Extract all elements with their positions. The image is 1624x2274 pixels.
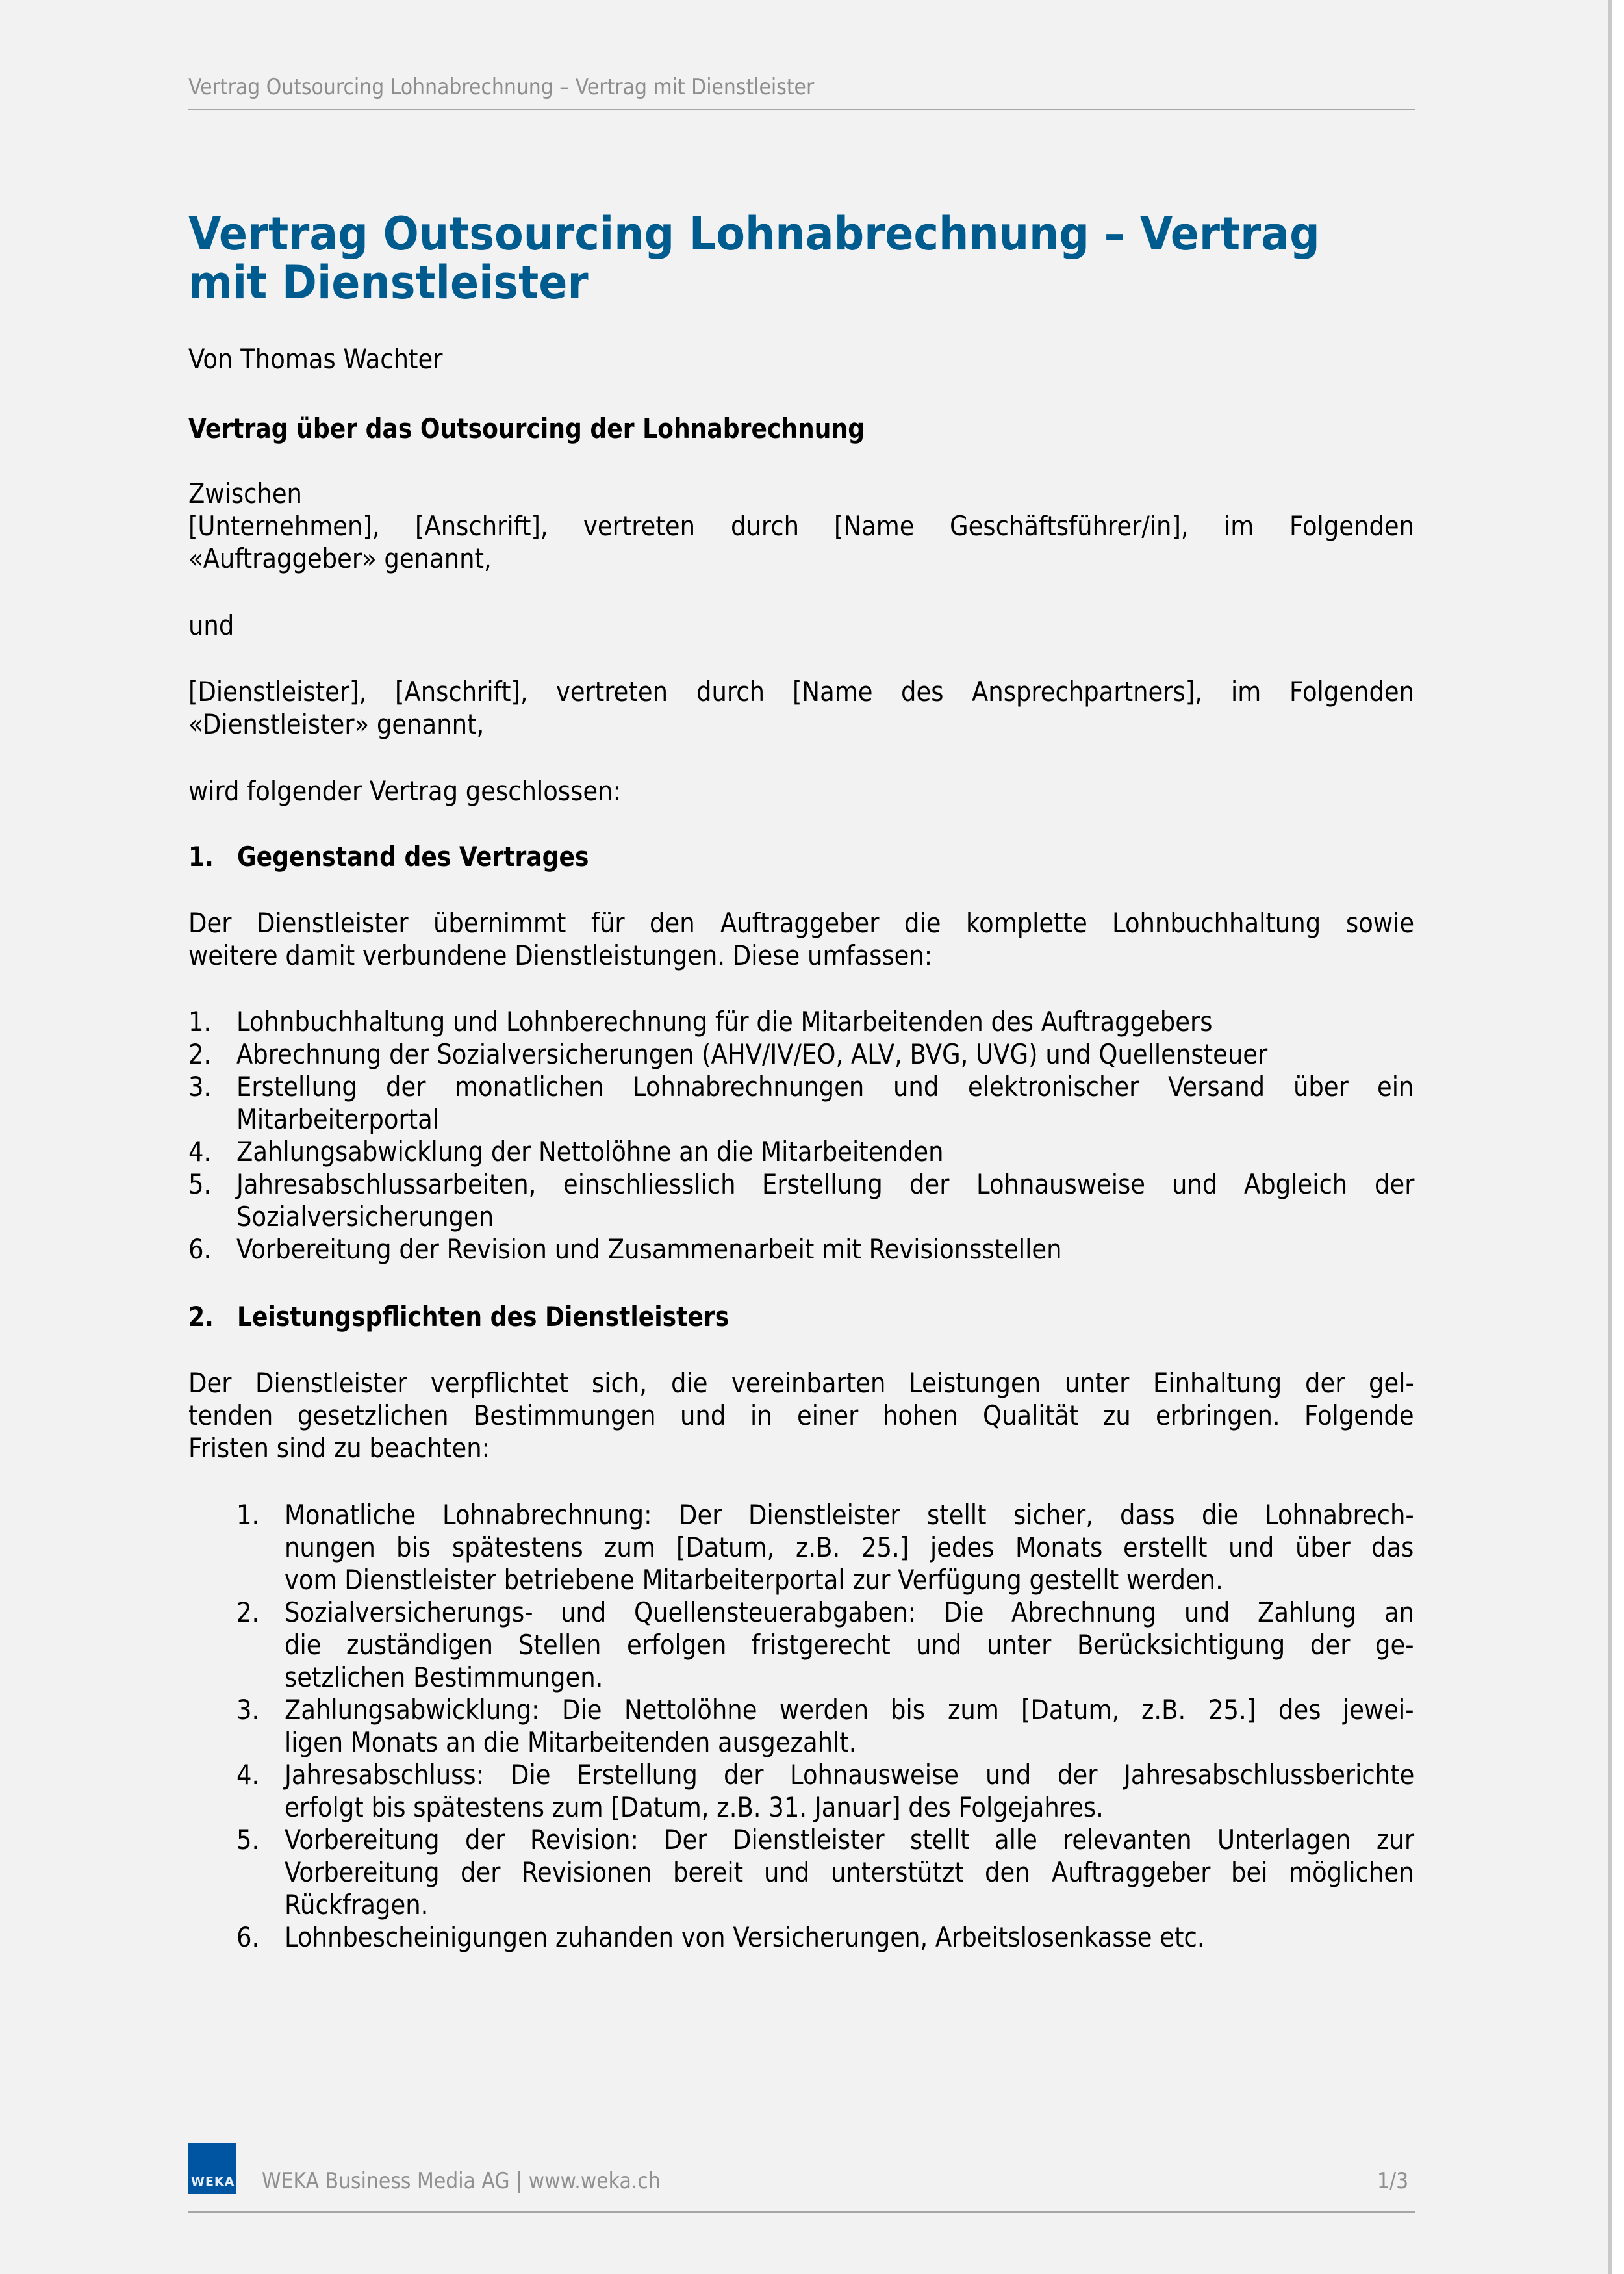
section-2-item-text bbox=[285, 1759, 1414, 1791]
word: der bbox=[461, 1856, 501, 1888]
word: die bbox=[1201, 1499, 1239, 1531]
section-1-item-3-line-1 bbox=[188, 1071, 1414, 1103]
section-1-item-4-line-1 bbox=[188, 1136, 1414, 1168]
page-edge-shadow bbox=[1608, 0, 1612, 2274]
word: Die bbox=[944, 1596, 984, 1628]
party2-line-1 bbox=[188, 676, 1414, 708]
section-2-item-number: 2. bbox=[236, 1596, 260, 1628]
word: z.B. bbox=[796, 1531, 841, 1563]
section-2-item-number: 1. bbox=[236, 1499, 260, 1531]
parties-and bbox=[188, 609, 1414, 642]
word: vertreten bbox=[583, 510, 696, 542]
line-text: Vorbereitung der Revision und Zusammenarbeit mit Revisionsstellen bbox=[236, 1233, 1062, 1265]
word: Der bbox=[678, 1499, 722, 1531]
word: und bbox=[1184, 1596, 1230, 1628]
line-text: Sozialversicherungen bbox=[236, 1201, 494, 1233]
word: im bbox=[1224, 510, 1254, 542]
word: Geschäftsführer/in], bbox=[950, 510, 1189, 542]
word: elektronischer bbox=[967, 1071, 1139, 1103]
word: und bbox=[764, 1856, 810, 1888]
section-2-item-4-line-1 bbox=[188, 1759, 1414, 1791]
author-line bbox=[188, 343, 1414, 376]
word: das bbox=[1371, 1531, 1414, 1563]
word: sicher, bbox=[1013, 1499, 1093, 1531]
word: möglichen bbox=[1289, 1856, 1414, 1888]
word: unter bbox=[987, 1629, 1052, 1661]
document-title-text-2: mit Dienstleister bbox=[188, 256, 589, 309]
footer-publisher-text: WEKA Business Media AG | www.weka.ch bbox=[262, 2168, 661, 2194]
section-1-item-text bbox=[236, 1136, 1040, 1168]
section-2-item-text bbox=[285, 1661, 646, 1694]
parties-closing-text: wird folgender Vertrag geschlossen: bbox=[188, 775, 622, 807]
word: Stellen bbox=[518, 1629, 602, 1661]
word: unter bbox=[1065, 1367, 1130, 1399]
contract-subtitle bbox=[188, 413, 1414, 445]
section-2-intro-line-3-text: Fristen sind zu beachten: bbox=[188, 1432, 490, 1464]
word: und bbox=[561, 1596, 607, 1628]
word: [Anschrift], bbox=[415, 510, 548, 542]
word: Ansprechpartners], bbox=[972, 676, 1203, 708]
footer-rule bbox=[188, 2211, 1415, 2213]
word: [Unternehmen], bbox=[188, 510, 380, 542]
section-1-item-number: 6. bbox=[188, 1233, 212, 1265]
section-2-item-text bbox=[285, 1499, 1414, 1531]
word: den bbox=[650, 907, 695, 939]
word: Folgenden bbox=[1289, 676, 1414, 708]
section-2-item-text bbox=[285, 1629, 1414, 1661]
word: für bbox=[591, 907, 625, 939]
word: erstellt bbox=[1123, 1531, 1208, 1563]
section-2-item-text bbox=[285, 1564, 1351, 1596]
word: Berücksichtigung bbox=[1076, 1629, 1285, 1661]
section-1-item-text bbox=[236, 1201, 529, 1233]
section-1-item-text bbox=[236, 1103, 467, 1136]
word: Lohnausweise bbox=[790, 1759, 959, 1791]
section-2-item-text bbox=[285, 1726, 935, 1759]
word: der bbox=[724, 1759, 764, 1791]
section-1-item-number: 3. bbox=[188, 1071, 212, 1103]
section-1-intro-line-1 bbox=[188, 907, 1414, 939]
parties-and-text: und bbox=[188, 609, 235, 641]
word: Der bbox=[664, 1824, 707, 1856]
page-number bbox=[1377, 2167, 1413, 2195]
word: bis bbox=[891, 1694, 926, 1726]
word: Einhaltung bbox=[1152, 1367, 1282, 1399]
word: unterstützt bbox=[831, 1856, 965, 1888]
word: die bbox=[670, 1367, 708, 1399]
word: Lohnabrechnung: bbox=[442, 1499, 652, 1531]
section-1-item-text bbox=[236, 1006, 1345, 1038]
section-2-item-text bbox=[285, 1824, 1414, 1856]
running-header bbox=[188, 73, 900, 101]
word: den bbox=[985, 1856, 1031, 1888]
word: und bbox=[1171, 1168, 1218, 1200]
section-1-item-6-line-1 bbox=[188, 1233, 1414, 1266]
section-1-heading-text: Gegenstand des Vertrages bbox=[237, 841, 589, 873]
section-1-item-text bbox=[236, 1071, 1414, 1103]
word: einschliesslich bbox=[563, 1168, 736, 1200]
word: Sozialversicherungs- bbox=[285, 1596, 533, 1628]
section-1-item-5-line-1 bbox=[188, 1168, 1414, 1201]
line-text: Lohnbescheinigungen zuhanden von Versicherungen, Arbeitslosenkasse etc. bbox=[285, 1921, 1205, 1953]
section-2-item-text bbox=[285, 1856, 1414, 1889]
word: hohen bbox=[883, 1399, 958, 1431]
word: bis bbox=[396, 1531, 431, 1563]
document-title-line-1 bbox=[188, 208, 1405, 260]
section-2-intro-line-3 bbox=[188, 1432, 1414, 1464]
line-text: setzlichen Bestimmungen. bbox=[285, 1661, 603, 1693]
word: dass bbox=[1119, 1499, 1175, 1531]
word: zuständigen bbox=[346, 1629, 494, 1661]
section-2-item-number: 4. bbox=[236, 1759, 260, 1791]
author-text: Von Thomas Wachter bbox=[188, 343, 443, 375]
parties-between bbox=[188, 478, 1414, 510]
word: Vorbereitung bbox=[285, 1856, 440, 1888]
section-2-item-5-line-1 bbox=[188, 1824, 1414, 1856]
section-1-item-number: 5. bbox=[188, 1168, 212, 1200]
section-1-item-text bbox=[236, 1168, 1414, 1201]
word: werden bbox=[779, 1694, 869, 1726]
word: in bbox=[750, 1399, 773, 1431]
word: stellt bbox=[909, 1824, 970, 1856]
word: erfolgen bbox=[626, 1629, 727, 1661]
line-text: Zahlungsabwicklung der Nettolöhne an die Mitarbeitenden bbox=[236, 1136, 944, 1168]
word: stellt bbox=[927, 1499, 987, 1531]
word: zu bbox=[1103, 1399, 1131, 1431]
word: z.B. bbox=[1141, 1694, 1186, 1726]
word: Zahlung bbox=[1258, 1596, 1357, 1628]
word: Dienstleister bbox=[732, 1824, 885, 1856]
word: Der bbox=[188, 907, 232, 939]
section-2-item-number: 5. bbox=[236, 1824, 260, 1856]
word: Auftraggeber bbox=[720, 907, 879, 939]
footer-publisher bbox=[262, 2167, 715, 2195]
word: bereit bbox=[672, 1856, 744, 1888]
word: und bbox=[916, 1629, 962, 1661]
word: und bbox=[680, 1399, 726, 1431]
word: vereinbarten bbox=[731, 1367, 886, 1399]
word: des bbox=[901, 676, 944, 708]
section-1-item-2-line-1 bbox=[188, 1038, 1414, 1071]
party1-line-1 bbox=[188, 510, 1414, 543]
section-2-intro-line-1 bbox=[188, 1367, 1414, 1399]
word: des bbox=[1278, 1694, 1321, 1726]
header-rule bbox=[188, 109, 1415, 110]
section-2-item-2-line-3 bbox=[188, 1661, 1414, 1694]
line-text: Rückfragen. bbox=[285, 1889, 429, 1921]
line-text: Lohnbuchhaltung und Lohnberechnung für die Mitarbeitenden des Auftraggebers bbox=[236, 1006, 1213, 1038]
section-2-item-4-line-2 bbox=[188, 1791, 1414, 1824]
section-1-item-1-line-1 bbox=[188, 1006, 1414, 1038]
word: Lohnabrechnungen bbox=[633, 1071, 865, 1103]
word: nungen bbox=[285, 1531, 375, 1563]
word: Vorbereitung bbox=[285, 1824, 440, 1856]
word: Folgende bbox=[1304, 1399, 1414, 1431]
word: Lohnabrech- bbox=[1265, 1499, 1414, 1531]
word: alle bbox=[995, 1824, 1038, 1856]
word: der bbox=[1310, 1629, 1351, 1661]
section-2-item-number: 3. bbox=[236, 1694, 260, 1726]
word: verpflichtet bbox=[430, 1367, 569, 1399]
word: erbringen. bbox=[1155, 1399, 1280, 1431]
word: Monats bbox=[1015, 1531, 1102, 1563]
word: relevanten bbox=[1063, 1824, 1193, 1856]
section-1-heading bbox=[188, 841, 1414, 873]
word: und bbox=[1228, 1531, 1275, 1563]
weka-logo bbox=[188, 2143, 236, 2194]
word: [Datum, bbox=[1021, 1694, 1119, 1726]
section-2-item-6-line-1 bbox=[188, 1921, 1414, 1954]
word: jewei- bbox=[1343, 1694, 1414, 1726]
section-1-item-3-line-2 bbox=[188, 1103, 1414, 1136]
word: Nettolöhne bbox=[624, 1694, 757, 1726]
word: übernimmt bbox=[433, 907, 566, 939]
word: über bbox=[1295, 1531, 1351, 1563]
contract-subtitle-text: Vertrag über das Outsourcing der Lohnabrechnung bbox=[188, 413, 865, 444]
section-2-item-number: 6. bbox=[236, 1921, 260, 1953]
word: ein bbox=[1377, 1071, 1414, 1103]
party2-line-2 bbox=[188, 708, 1414, 741]
section-2-item-3-line-1 bbox=[188, 1694, 1414, 1726]
word: [Datum, bbox=[676, 1531, 775, 1563]
section-1-intro-line-2-text: weitere damit verbundene Dienstleistungen. Diese umfassen: bbox=[188, 939, 933, 971]
word: Bestimmungen bbox=[473, 1399, 656, 1431]
word: der bbox=[464, 1824, 505, 1856]
word: Dienstleister bbox=[256, 907, 409, 939]
word: gesetzlichen bbox=[298, 1399, 449, 1431]
section-2-item-1-line-3 bbox=[188, 1564, 1414, 1596]
word: Erstellung bbox=[762, 1168, 883, 1200]
word: über bbox=[1293, 1071, 1349, 1103]
word: ge- bbox=[1375, 1629, 1414, 1661]
word: monatlichen bbox=[455, 1071, 604, 1103]
word: 25.] bbox=[1208, 1694, 1256, 1726]
word: 25.] bbox=[861, 1531, 909, 1563]
section-2-heading bbox=[188, 1301, 1414, 1333]
word: und bbox=[985, 1759, 1032, 1791]
word: Quellensteuerabgaben: bbox=[634, 1596, 917, 1628]
word: die bbox=[285, 1629, 322, 1661]
page-number-text: 1/3 bbox=[1377, 2168, 1409, 2194]
section-2-intro-line-2 bbox=[188, 1399, 1414, 1432]
section-2-item-2-line-1 bbox=[188, 1596, 1414, 1629]
word: Qualität bbox=[982, 1399, 1079, 1431]
word: der bbox=[1374, 1168, 1414, 1200]
word: Die bbox=[510, 1759, 551, 1791]
word: Dienstleister bbox=[255, 1367, 407, 1399]
word: der bbox=[909, 1168, 950, 1200]
word: spätestens bbox=[451, 1531, 583, 1563]
section-1-item-5-line-2 bbox=[188, 1201, 1414, 1233]
word: Auftraggeber bbox=[1051, 1856, 1211, 1888]
word: der bbox=[1305, 1367, 1345, 1399]
line-text: vom Dienstleister betriebene Mitarbeiterportal zur Verfügung gestellt werden. bbox=[285, 1564, 1223, 1596]
word: Die bbox=[561, 1694, 602, 1726]
section-2-item-text bbox=[285, 1889, 448, 1921]
word: Lohnbuchhaltung bbox=[1112, 907, 1321, 939]
word: Dienstleister bbox=[748, 1499, 901, 1531]
word: durch bbox=[730, 510, 799, 542]
section-2-item-text bbox=[285, 1531, 1414, 1564]
word: einer bbox=[796, 1399, 859, 1431]
section-2-item-text bbox=[285, 1921, 1330, 1954]
word: [Dienstleister], bbox=[188, 676, 367, 708]
word: Monatliche bbox=[285, 1499, 416, 1531]
party1-line-2 bbox=[188, 543, 1414, 575]
word: Lohnausweise bbox=[976, 1168, 1145, 1200]
section-2-heading-text: Leistungspflichten des Dienstleisters bbox=[237, 1301, 730, 1333]
word: und bbox=[893, 1071, 939, 1103]
parties-closing bbox=[188, 775, 1414, 808]
word: gel- bbox=[1369, 1367, 1414, 1399]
word: Der bbox=[188, 1367, 232, 1399]
word: der bbox=[1057, 1759, 1098, 1791]
line-text: erfolgt bis spätestens zum [Datum, z.B. 31. Januar] des Folgejahres. bbox=[285, 1791, 1104, 1823]
word: [Anschrift], bbox=[394, 676, 528, 708]
section-1-item-number: 4. bbox=[188, 1136, 212, 1168]
word: die bbox=[904, 907, 941, 939]
document-title-line-2 bbox=[188, 257, 618, 309]
word: tenden bbox=[188, 1399, 273, 1431]
section-1-number: 1. bbox=[188, 841, 214, 873]
word: sich, bbox=[592, 1367, 648, 1399]
word: jedes bbox=[930, 1531, 995, 1563]
section-2-item-text bbox=[285, 1791, 1215, 1824]
section-2-item-1-line-1 bbox=[188, 1499, 1414, 1531]
word: Zahlungsabwicklung: bbox=[285, 1694, 540, 1726]
section-2-item-3-line-2 bbox=[188, 1726, 1414, 1759]
word: durch bbox=[696, 676, 765, 708]
party1-line-2-text: «Auftraggeber» genannt, bbox=[188, 543, 492, 574]
line-text: ligen Monats an die Mitarbeitenden ausgezahlt. bbox=[285, 1726, 857, 1758]
section-2-item-5-line-2 bbox=[188, 1856, 1414, 1889]
word: Abgleich bbox=[1244, 1168, 1348, 1200]
document-title-text-1: Vertrag Outsourcing Lohnabrechnung – Vertrag bbox=[188, 207, 1320, 261]
word: Jahresabschlussberichte bbox=[1123, 1759, 1414, 1791]
word: bei bbox=[1231, 1856, 1268, 1888]
section-1-item-number: 1. bbox=[188, 1006, 212, 1038]
word: zum bbox=[947, 1694, 999, 1726]
word: Leistungen bbox=[909, 1367, 1041, 1399]
word: vertreten bbox=[556, 676, 668, 708]
word: sowie bbox=[1345, 907, 1414, 939]
section-2-item-5-line-3 bbox=[188, 1889, 1414, 1921]
section-2-item-text bbox=[285, 1596, 1414, 1629]
word: Erstellung bbox=[576, 1759, 698, 1791]
word: Jahresabschluss: bbox=[285, 1759, 485, 1791]
word: [Name bbox=[793, 676, 873, 708]
parties-between-text: Zwischen bbox=[188, 478, 302, 509]
section-2-item-text bbox=[285, 1694, 1414, 1726]
word: [Name bbox=[834, 510, 915, 542]
section-2-item-1-line-2 bbox=[188, 1531, 1414, 1564]
word: Revision: bbox=[530, 1824, 639, 1856]
word: zum bbox=[604, 1531, 655, 1563]
word: der bbox=[386, 1071, 426, 1103]
word: Revisionen bbox=[521, 1856, 652, 1888]
section-1-intro-line-2 bbox=[188, 939, 1414, 972]
word: komplette bbox=[965, 907, 1087, 939]
line-text: Mitarbeiterportal bbox=[236, 1103, 440, 1135]
word: an bbox=[1384, 1596, 1414, 1628]
word: zur bbox=[1376, 1824, 1414, 1856]
word: Versand bbox=[1167, 1071, 1265, 1103]
line-text: Abrechnung der Sozialversicherungen (AHV/IV/EO, ALV, BVG, UVG) und Quellensteuer bbox=[236, 1038, 1268, 1070]
section-2-number: 2. bbox=[188, 1301, 214, 1333]
word: Erstellung bbox=[236, 1071, 357, 1103]
party2-line-2-text: «Dienstleister» genannt, bbox=[188, 708, 485, 740]
section-1-item-number: 2. bbox=[188, 1038, 212, 1070]
word: Jahresabschlussarbeiten, bbox=[236, 1168, 537, 1200]
weka-logo-text: WEKA bbox=[191, 2175, 235, 2189]
word: im bbox=[1230, 676, 1262, 708]
word: Abrechnung bbox=[1011, 1596, 1157, 1628]
word: Unterlagen bbox=[1217, 1824, 1351, 1856]
running-header-text: Vertrag Outsourcing Lohnabrechnung – Vertrag mit Dienstleister bbox=[188, 74, 815, 100]
word: fristgerecht bbox=[752, 1629, 891, 1661]
word: Folgenden bbox=[1289, 510, 1414, 542]
section-1-item-text bbox=[236, 1233, 1174, 1266]
section-2-item-2-line-2 bbox=[188, 1629, 1414, 1661]
section-1-item-text bbox=[236, 1038, 1408, 1071]
